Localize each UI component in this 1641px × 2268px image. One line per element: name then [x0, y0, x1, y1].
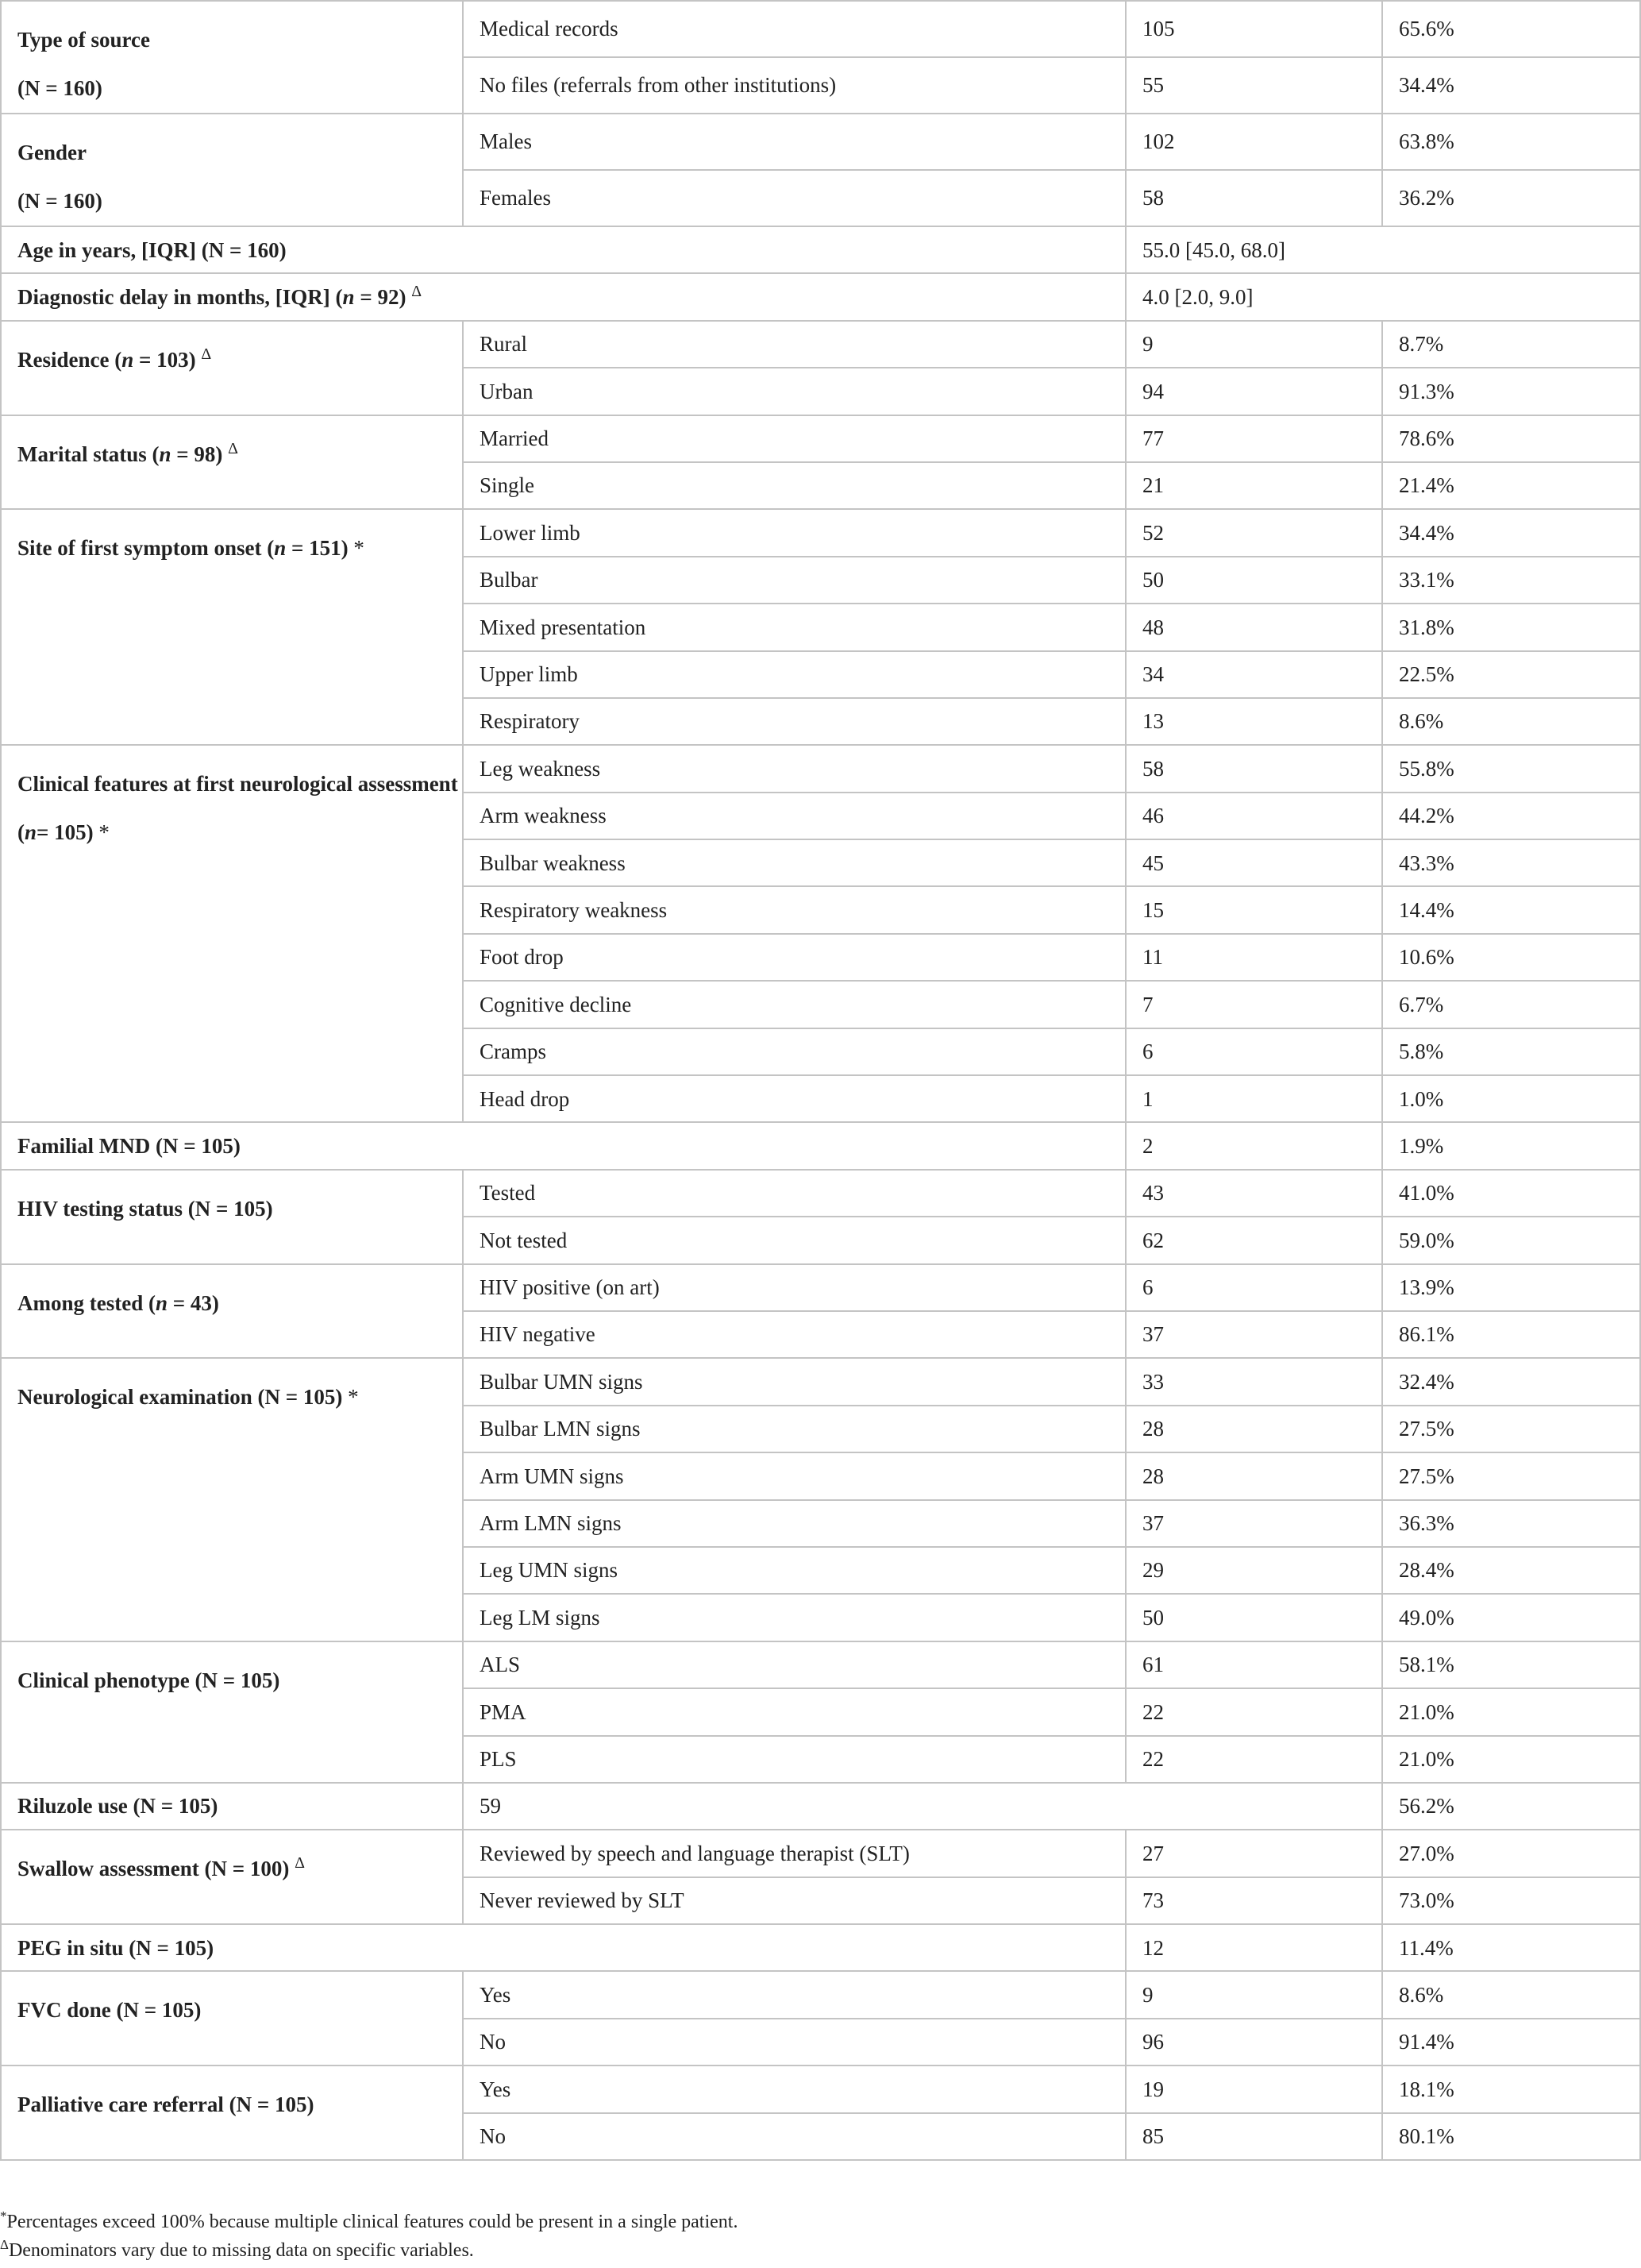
subcategory-cell: Upper limb [463, 651, 1126, 698]
count-cell: 29 [1126, 1547, 1382, 1594]
count-cell: 2 [1126, 1122, 1382, 1169]
count-cell: 58 [1126, 745, 1382, 792]
count-cell: 37 [1126, 1500, 1382, 1547]
subcategory-cell: Head drop [463, 1075, 1126, 1122]
count-cell: 61 [1126, 1641, 1382, 1688]
count-cell: 48 [1126, 604, 1382, 650]
footnote-mark: Δ [411, 282, 422, 300]
footnote-asterisk [0, 2208, 738, 2233]
category-label: Swallow assessment (N = 100) [17, 1857, 290, 1881]
sample-size: = 43) [168, 1290, 219, 1315]
count-cell: 46 [1126, 793, 1382, 839]
category-label-cell [1, 2066, 463, 2160]
category-label-cell [1, 1, 463, 114]
sample-size: = 151) [286, 536, 349, 561]
subcategory-cell: Cognitive decline [463, 981, 1126, 1028]
category-label-cell [1, 1264, 463, 1359]
count-cell: 6 [1126, 1028, 1382, 1075]
count-cell: 96 [1126, 2019, 1382, 2066]
count-cell: 50 [1126, 1594, 1382, 1641]
count-cell: 19 [1126, 2066, 1382, 2112]
subcategory-cell: ALS [463, 1641, 1126, 1688]
subcategory-cell: Cramps [463, 1028, 1126, 1075]
table-row [1, 745, 1640, 792]
count-cell: 13 [1126, 698, 1382, 745]
subcategory-cell: Bulbar [463, 557, 1126, 604]
percent-cell: 86.1% [1382, 1311, 1640, 1358]
percent-cell: 34.4% [1382, 509, 1640, 556]
footnote-text: Percentages exceed 100% because multiple clinical features could be present in a single patient. [6, 2212, 738, 2232]
percent-cell: 36.2% [1382, 170, 1640, 226]
subcategory-cell: HIV negative [463, 1311, 1126, 1358]
count-cell: 1 [1126, 1075, 1382, 1122]
category-label: Age in years, [IQR] (N = 160) [17, 237, 287, 262]
percent-cell: 8.7% [1382, 321, 1640, 368]
count-cell: 73 [1126, 1877, 1382, 1924]
percent-cell: 5.8% [1382, 1028, 1640, 1075]
category-label-cell [1, 745, 463, 1122]
subcategory-cell: Yes [463, 2066, 1126, 2112]
footnote-symbol: * [0, 2208, 7, 2224]
percent-cell: 41.0% [1382, 1170, 1640, 1217]
subcategory-cell: PMA [463, 1688, 1126, 1735]
table-row [1, 1783, 1640, 1830]
subcategory-cell: Not tested [463, 1217, 1126, 1263]
count-cell: 7 [1126, 981, 1382, 1028]
percent-cell: 22.5% [1382, 651, 1640, 698]
percent-cell: 91.3% [1382, 368, 1640, 415]
percent-cell: 55.8% [1382, 745, 1640, 792]
percent-cell: 56.2% [1382, 1783, 1640, 1830]
percent-cell: 34.4% [1382, 57, 1640, 114]
subcategory-cell: Leg weakness [463, 745, 1126, 792]
subcategory-cell: Lower limb [463, 509, 1126, 556]
subcategory-cell: Medical records [463, 1, 1126, 57]
subcategory-cell: Foot drop [463, 934, 1126, 981]
subcategory-cell: Leg LM signs [463, 1594, 1126, 1641]
table-row [1, 1264, 1640, 1311]
table-row [1, 1, 1640, 57]
subcategory-cell: Reviewed by speech and language therapist (SLT) [463, 1830, 1126, 1876]
category-label: Among tested ( [17, 1290, 156, 1315]
percent-cell: 73.0% [1382, 1877, 1640, 1924]
percent-cell: 49.0% [1382, 1594, 1640, 1641]
category-label-cell [1, 1924, 1126, 1971]
category-label: Neurological examination (N = 105) [17, 1385, 343, 1410]
percent-cell: 13.9% [1382, 1264, 1640, 1311]
footnote-mark: * [353, 536, 364, 561]
sample-size-symbol: n [159, 442, 171, 466]
count-cell: 105 [1126, 1, 1382, 57]
subcategory-cell: Single [463, 462, 1126, 509]
subcategory-cell: Leg UMN signs [463, 1547, 1126, 1594]
sample-size: = 103) [133, 347, 196, 372]
percent-cell: 59.0% [1382, 1217, 1640, 1263]
category-label-cell [1, 1170, 463, 1264]
footnote-symbol: Δ [0, 2237, 9, 2252]
category-label-cell [1, 1830, 463, 1924]
count-cell: 77 [1126, 415, 1382, 462]
percent-cell: 14.4% [1382, 886, 1640, 933]
percent-cell: 27.0% [1382, 1830, 1640, 1876]
percent-cell: 43.3% [1382, 839, 1640, 886]
sample-size-symbol: n [342, 284, 355, 309]
count-cell: 28 [1126, 1406, 1382, 1452]
category-label-cell [1, 114, 463, 226]
subcategory-cell: Males [463, 114, 1126, 170]
footnote-mark: Δ [295, 1854, 306, 1873]
percent-cell: 8.6% [1382, 1971, 1640, 2018]
percent-cell: 36.3% [1382, 1500, 1640, 1547]
footnote-mark: Δ [201, 345, 212, 363]
subcategory-cell: No [463, 2113, 1126, 2160]
category-label-cell [1, 1783, 463, 1830]
percent-cell: 10.6% [1382, 934, 1640, 981]
category-label: Marital status ( [17, 442, 160, 466]
sample-size: = 105) [37, 820, 94, 845]
subcategory-cell: Rural [463, 321, 1126, 368]
footnote-mark: * [98, 820, 110, 845]
sample-size-symbol: n [274, 536, 287, 561]
count-cell: 85 [1126, 2113, 1382, 2160]
percent-cell: 11.4% [1382, 1924, 1640, 1971]
subcategory-cell: Respiratory weakness [463, 886, 1126, 933]
count-cell: 27 [1126, 1830, 1382, 1876]
table-body [1, 1, 1640, 2160]
subcategory-cell: Bulbar LMN signs [463, 1406, 1126, 1452]
count-cell: 45 [1126, 839, 1382, 886]
category-label-cell [1, 226, 1126, 273]
category-label: Site of first symptom onset ( [17, 536, 275, 561]
category-label-cell [1, 415, 463, 510]
table-row [1, 1122, 1640, 1169]
footnote-delta [0, 2237, 474, 2262]
subcategory-cell: Females [463, 170, 1126, 226]
count-cell: 33 [1126, 1358, 1382, 1405]
percent-cell: 44.2% [1382, 793, 1640, 839]
percent-cell: 31.8% [1382, 604, 1640, 650]
sample-size: = 98) [171, 442, 223, 466]
table-row [1, 2066, 1640, 2112]
count-cell: 28 [1126, 1452, 1382, 1499]
sample-size: (N = 160) [17, 189, 102, 213]
count-cell: 52 [1126, 509, 1382, 556]
category-label-cell [1, 1122, 1126, 1169]
percent-cell: 63.8% [1382, 114, 1640, 170]
table-row [1, 321, 1640, 368]
category-label: Riluzole use (N = 105) [17, 1794, 218, 1819]
category-label-cell [1, 509, 463, 745]
count-cell: 50 [1126, 557, 1382, 604]
count-cell: 6 [1126, 1264, 1382, 1311]
subcategory-cell: Arm LMN signs [463, 1500, 1126, 1547]
count-cell: 43 [1126, 1170, 1382, 1217]
footnote-mark: Δ [228, 439, 239, 457]
percent-cell: 21.0% [1382, 1736, 1640, 1783]
percent-cell: 58.1% [1382, 1641, 1640, 1688]
category-label: HIV testing status (N = 105) [17, 1196, 273, 1221]
footnote-mark: * [348, 1385, 359, 1410]
category-label-cell [1, 1358, 463, 1641]
count-cell: 9 [1126, 321, 1382, 368]
percent-cell: 80.1% [1382, 2113, 1640, 2160]
percent-cell: 65.6% [1382, 1, 1640, 57]
table-row [1, 114, 1640, 170]
value-cell: 4.0 [2.0, 9.0] [1126, 273, 1640, 320]
count-cell: 37 [1126, 1311, 1382, 1358]
table-row [1, 273, 1640, 320]
count-cell: 11 [1126, 934, 1382, 981]
table-row [1, 509, 1640, 556]
percent-cell: 8.6% [1382, 698, 1640, 745]
percent-cell: 91.4% [1382, 2019, 1640, 2066]
table-row [1, 1924, 1640, 1971]
count-cell: 21 [1126, 462, 1382, 509]
percent-cell: 28.4% [1382, 1547, 1640, 1594]
category-label: Residence ( [17, 347, 122, 372]
percent-cell: 32.4% [1382, 1358, 1640, 1405]
sample-size: (N = 160) [17, 76, 102, 100]
category-label: Palliative care referral (N = 105) [17, 2092, 314, 2117]
category-label-cell [1, 1641, 463, 1783]
table-row [1, 1830, 1640, 1876]
category-label-cell [1, 1971, 463, 2066]
sample-size-symbol: n [155, 1290, 168, 1315]
count-cell: 9 [1126, 1971, 1382, 2018]
subcategory-cell: HIV positive (on art) [463, 1264, 1126, 1311]
table-row [1, 1971, 1640, 2018]
percent-cell: 18.1% [1382, 2066, 1640, 2112]
percent-cell: 78.6% [1382, 415, 1640, 462]
count-cell: 94 [1126, 368, 1382, 415]
table-row [1, 1641, 1640, 1688]
table-row [1, 1170, 1640, 1217]
count-cell: 58 [1126, 170, 1382, 226]
category-label: Gender [17, 141, 87, 164]
category-label-cell [1, 273, 1126, 320]
subcategory-cell: Tested [463, 1170, 1126, 1217]
percent-cell: 27.5% [1382, 1406, 1640, 1452]
sample-size-symbol: n [25, 820, 37, 845]
percent-cell: 21.4% [1382, 462, 1640, 509]
category-label: Type of source [17, 28, 150, 52]
subcategory-cell: Arm UMN signs [463, 1452, 1126, 1499]
table-row [1, 415, 1640, 462]
count-cell: 59 [463, 1783, 1382, 1830]
percent-cell: 6.7% [1382, 981, 1640, 1028]
footnote-text: Denominators vary due to missing data on specific variables. [8, 2240, 474, 2261]
count-cell: 22 [1126, 1736, 1382, 1783]
count-cell: 15 [1126, 886, 1382, 933]
subcategory-cell: Mixed presentation [463, 604, 1126, 650]
sample-size: = 92) [354, 284, 406, 309]
subcategory-cell: Married [463, 415, 1126, 462]
table-row [1, 1358, 1640, 1405]
category-label: Clinical phenotype (N = 105) [17, 1668, 280, 1692]
count-cell: 12 [1126, 1924, 1382, 1971]
count-cell: 102 [1126, 114, 1382, 170]
category-label: FVC done (N = 105) [17, 1998, 202, 2023]
category-label: Diagnostic delay in months, [IQR] ( [17, 284, 343, 309]
category-label-cell [1, 321, 463, 415]
subcategory-cell: Bulbar UMN signs [463, 1358, 1126, 1405]
category-label: Familial MND (N = 105) [17, 1133, 241, 1158]
category-label: Clinical features at first neurological assessment ( [17, 772, 458, 845]
category-label: PEG in situ (N = 105) [17, 1935, 214, 1960]
percent-cell: 33.1% [1382, 557, 1640, 604]
subcategory-cell: Yes [463, 1971, 1126, 2018]
subcategory-cell: No files (referrals from other institutions) [463, 57, 1126, 114]
percent-cell: 1.0% [1382, 1075, 1640, 1122]
count-cell: 55 [1126, 57, 1382, 114]
percent-cell: 27.5% [1382, 1452, 1640, 1499]
sample-size-symbol: n [121, 347, 134, 372]
value-cell: 55.0 [45.0, 68.0] [1126, 226, 1640, 273]
percent-cell: 1.9% [1382, 1122, 1640, 1169]
count-cell: 22 [1126, 1688, 1382, 1735]
subcategory-cell: Never reviewed by SLT [463, 1877, 1126, 1924]
subcategory-cell: Respiratory [463, 698, 1126, 745]
subcategory-cell: Urban [463, 368, 1126, 415]
subcategory-cell: PLS [463, 1736, 1126, 1783]
table-row [1, 226, 1640, 273]
count-cell: 62 [1126, 1217, 1382, 1263]
subcategory-cell: Arm weakness [463, 793, 1126, 839]
percent-cell: 21.0% [1382, 1688, 1640, 1735]
count-cell: 34 [1126, 651, 1382, 698]
subcategory-cell: No [463, 2019, 1126, 2066]
subcategory-cell: Bulbar weakness [463, 839, 1126, 886]
